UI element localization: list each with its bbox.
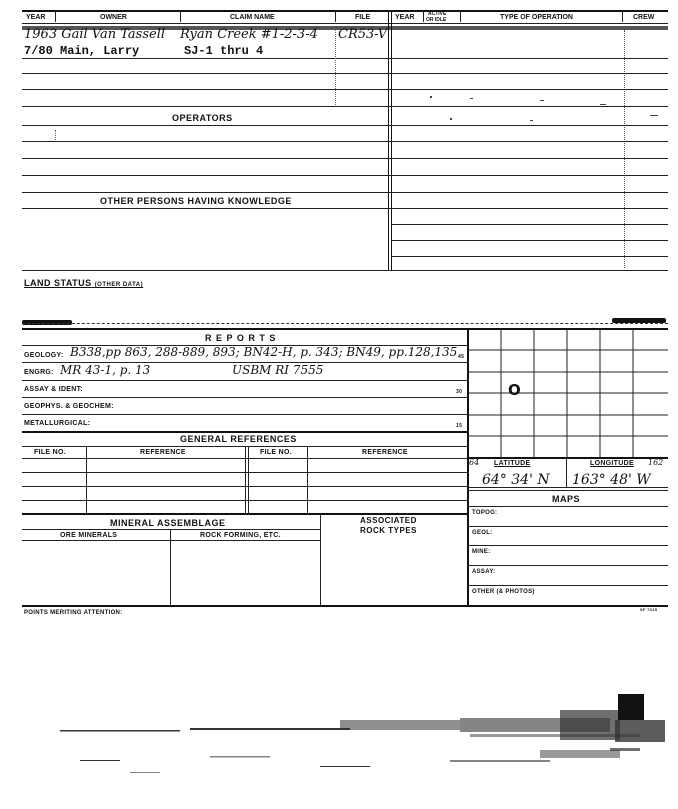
longitude-label: LONGITUDE [590, 460, 634, 467]
header-bottom-line [22, 23, 668, 24]
ore-minerals-label: ORE MINERALS [60, 532, 118, 539]
gr-col-reference-2: REFERENCE [362, 449, 408, 456]
geophys-label: GEOPHYS. & GEOCHEM: [24, 403, 114, 410]
assay-label: ASSAY & IDENT: [24, 386, 84, 393]
main-divider [388, 10, 389, 270]
scan-noise [0, 690, 678, 800]
associated-line-1: ASSOCIATED [360, 516, 417, 525]
entry-1-file: CR53-V [338, 27, 388, 42]
header-crew: CREW [633, 14, 655, 21]
reports-title: R E P O R T S [205, 333, 277, 343]
grid-location-mark: O [508, 381, 521, 399]
maps-title: MAPS [552, 494, 581, 504]
geology-label: GEOLOGY: [24, 352, 64, 359]
engrg-label: ENGRG: [24, 369, 54, 376]
header-claim-name: CLAIM NAME [230, 14, 275, 21]
entry-2-claim: SJ-1 thru 4 [184, 44, 264, 58]
header-owner: OWNER [100, 14, 127, 21]
metallurgical-label: METALLURGICAL: [24, 420, 91, 427]
entry-1-year-owner: 1963 Gail Van Tassell [24, 27, 166, 42]
scan-mark-right [612, 318, 666, 323]
maps-geol: GEOL: [472, 530, 493, 536]
general-references-title: GENERAL REFERENCES [180, 434, 297, 444]
mineral-assemblage-title: MINERAL ASSEMBLAGE [110, 518, 226, 528]
header-active: ACTIVE [428, 11, 447, 17]
entry-2-year-owner: 7/80 Main, Larry [24, 44, 140, 58]
metallurgical-margin: 15 [456, 423, 463, 429]
latitude-value: 64° 34' N [482, 472, 550, 488]
operators-label: OPERATORS [172, 113, 233, 123]
points-meriting-attention: POINTS MERITING ATTENTION: [24, 610, 123, 616]
header-year: YEAR [26, 14, 46, 21]
gr-col-reference-1: REFERENCE [140, 449, 186, 456]
associated-line-2: ROCK TYPES [360, 526, 418, 535]
longitude-suffix: 162 [648, 458, 664, 467]
gr-col-file-no-2: FILE NO. [260, 449, 292, 456]
header-file: FILE [355, 14, 371, 21]
rock-forming-label: ROCK FORMING, ETC. [200, 532, 281, 539]
engrg-value: MR 43-1, p. 13 [60, 363, 151, 377]
engrg-value-2: USBM RI 7555 [232, 363, 324, 377]
latitude-prefix: 64 [469, 458, 480, 467]
longitude-value: 163° 48' W [572, 472, 651, 488]
maps-topog: TOPOG: [472, 510, 498, 516]
geology-margin: 45 [458, 354, 465, 360]
land-status-sub: (OTHER DATA) [94, 282, 144, 288]
gr-col-file-no-1: FILE NO. [34, 449, 66, 456]
assay-margin: 30 [456, 389, 463, 395]
form-number: SF 7315 [640, 607, 658, 612]
maps-other: OTHER (& PHOTOS) [472, 589, 535, 595]
top-border [22, 10, 668, 12]
geology-value: B338,pp 863, 288-889, 893; BN42-H, p. 343; BN49, pp.128,135 [70, 345, 458, 359]
latitude-label: LATITUDE [494, 460, 531, 467]
other-persons-label: OTHER PERSONS HAVING KNOWLEDGE [100, 196, 292, 206]
entry-1-claim: Ryan Creek #1-2-3-4 [180, 27, 318, 42]
land-status-label: LAND STATUS (OTHER DATA) [24, 278, 144, 288]
location-grid [468, 329, 668, 457]
maps-assay: ASSAY: [472, 569, 496, 575]
header-or-idle: OR IDLE [426, 17, 447, 23]
header-type-of-operation: TYPE OF OPERATION [500, 14, 573, 21]
maps-mine: MINE: [472, 549, 491, 555]
header-year-2: YEAR [395, 14, 415, 21]
